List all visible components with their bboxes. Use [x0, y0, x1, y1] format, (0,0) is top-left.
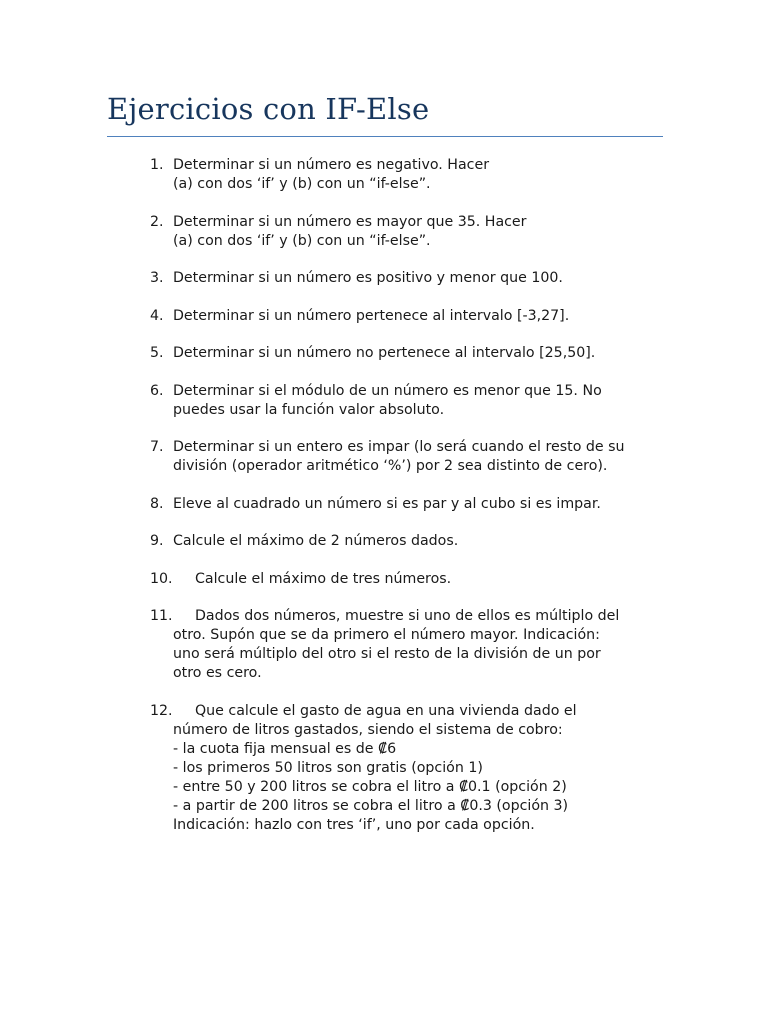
item-text-line: puedes usar la función valor absoluto.	[173, 401, 445, 418]
item-text-line: Determinar si el módulo de un número es menor que 15. No	[173, 382, 602, 399]
item-number: 11.	[150, 608, 173, 624]
item-text-line: - entre 50 y 200 litros se cobra el litro a ₡0.1 (opción 2)	[173, 778, 567, 795]
item-text-line: Determinar si un entero es impar (lo será cuando el resto de su	[173, 439, 625, 455]
item-text: Dados dos números, muestre si uno de ellos es múltiplo del	[195, 608, 620, 624]
item-text-line: otro es cero.	[173, 665, 262, 681]
item-text-line: Indicación: hazlo con tres ‘if’, uno por cada opción.	[173, 816, 535, 833]
item-number: 8.	[150, 495, 164, 512]
exercise-list	[150, 156, 670, 853]
item-text-line: - los primeros 50 litros son gratis (opción 1)	[173, 759, 483, 776]
item-text-line: - a partir de 200 litros se cobra el litro a ₡0.3 (opción 3)	[173, 797, 569, 814]
item-number: 5.	[150, 345, 164, 361]
item-text-line	[173, 607, 670, 626]
item-text-line: Calcule el máximo de 2 números dados.	[173, 533, 459, 549]
item-text-line: (a) con dos ‘if’ y (b) con un “if-else”.	[173, 176, 431, 192]
list-item	[150, 607, 670, 683]
item-text: Que calcule el gasto de agua en una vivienda dado el	[195, 702, 577, 719]
item-text-line: Eleve al cuadrado un número si es par y al cubo si es impar.	[173, 495, 601, 512]
list-item	[150, 570, 670, 589]
item-text-line: división (operador aritmético ‘%’) por 2 sea distinto de cero).	[173, 458, 608, 474]
item-text-line: número de litros gastados, siendo el sistema de cobro:	[173, 721, 563, 738]
item-text-line: Determinar si un número es negativo. Hacer	[173, 157, 490, 173]
list-item	[150, 307, 670, 326]
title-underline	[107, 136, 663, 137]
item-text-line: Determinar si un número es positivo y menor que 100.	[173, 270, 563, 286]
item-text-line: Determinar si un número es mayor que 35. Hacer	[173, 213, 527, 230]
list-item	[150, 532, 670, 551]
list-item	[150, 213, 670, 251]
list-item	[150, 344, 670, 363]
item-text-line	[173, 570, 670, 589]
item-text-line: uno será múltiplo del otro si el resto de la división de un por	[173, 646, 601, 662]
item-text-line: (a) con dos ‘if’ y (b) con un “if-else”.	[173, 232, 431, 249]
list-item	[150, 382, 670, 420]
list-item	[150, 438, 670, 476]
item-text-line	[173, 702, 670, 721]
item-number: 4.	[150, 307, 164, 324]
item-number: 10.	[150, 570, 173, 587]
item-number: 1.	[150, 157, 164, 173]
item-text-line: Determinar si un número no pertenece al intervalo [25,50].	[173, 345, 596, 361]
item-number: 2.	[150, 213, 164, 230]
item-number: 7.	[150, 439, 164, 455]
item-text-line: - la cuota fija mensual es de ₡6	[173, 740, 397, 757]
list-item	[150, 156, 670, 194]
item-number: 3.	[150, 270, 164, 286]
item-number: 6.	[150, 382, 164, 399]
list-item	[150, 702, 670, 835]
item-text-line: Determinar si un número pertenece al intervalo [-3,27].	[173, 307, 570, 324]
item-number: 9.	[150, 533, 164, 549]
item-number: 12.	[150, 702, 173, 719]
item-text-line: otro. Supón que se da primero el número mayor. Indicación:	[173, 627, 600, 643]
page-title: Ejercicios con IF-Else	[107, 92, 430, 126]
list-item	[150, 495, 670, 514]
list-item	[150, 269, 670, 288]
item-text: Calcule el máximo de tres números.	[195, 570, 452, 587]
